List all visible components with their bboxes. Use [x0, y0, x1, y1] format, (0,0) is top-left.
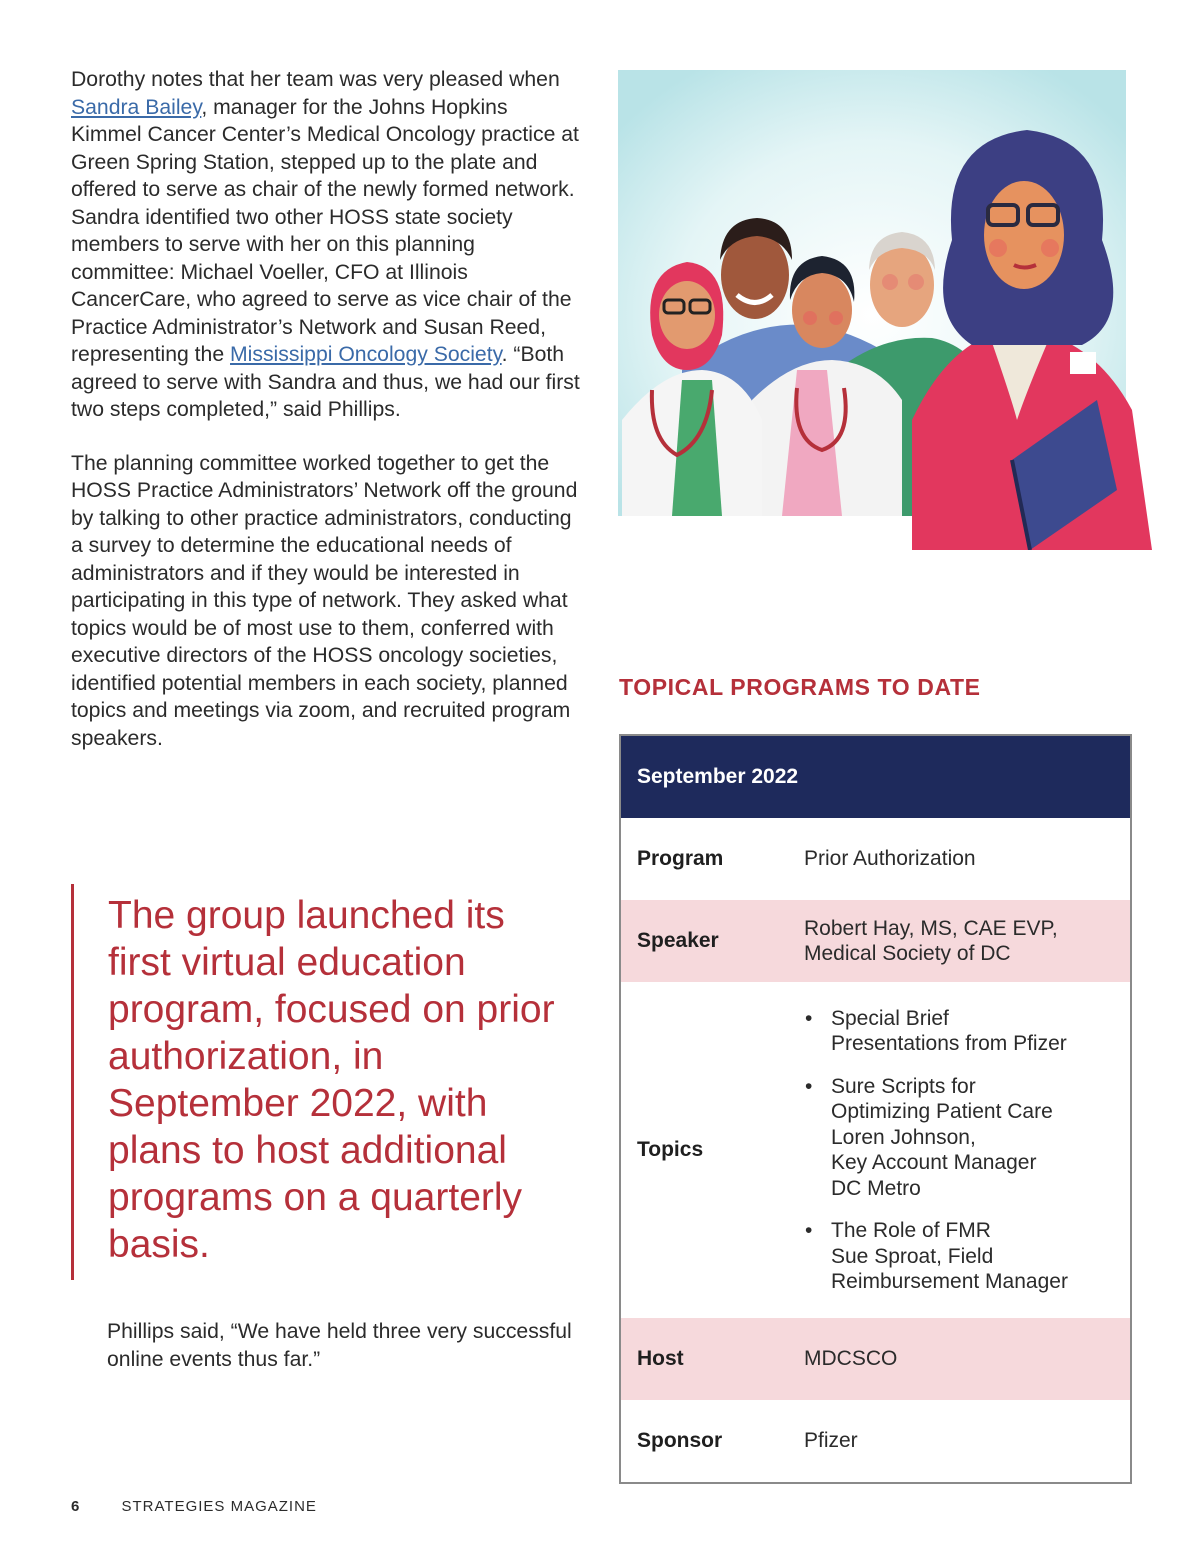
paragraph-text: , manager for the Johns Hopkins Kimmel Cancer Center’s Medical Oncology practice at Green Spring Station, stepped up to the plate and offered to serve as chair of the newly formed network. Sandra identified two other HOSS state society members to serve with her on this planning committee: Michael Voeller, CFO at Illinois CancerCare, who agreed to serve as vice chair of the Practice Administrator’s Network and Susan Reed, representing the	[71, 95, 579, 366]
page-footer	[71, 1498, 317, 1515]
row-label: Speaker	[637, 929, 719, 952]
pull-quote-text: The group launched its first virtual education program, focused on prior authorization, in September 2022, with plans to host additional programs on a quarterly basis.	[108, 894, 555, 1266]
row-label: Host	[637, 1347, 684, 1370]
table-row-sponsor	[621, 1400, 1130, 1482]
topics-list	[804, 1006, 1120, 1295]
row-value: MDCSCO	[804, 1347, 898, 1371]
row-value: Prior Authorization	[804, 847, 976, 871]
article-paragraph-1	[71, 66, 583, 424]
paragraph-text: Dorothy notes that her team was very pleased when	[71, 68, 560, 91]
row-label: Sponsor	[637, 1429, 723, 1452]
list-item: • Sure Scripts for Optimizing Patient Care Loren Johnson, Key Account Manager DC Metro	[804, 1074, 1120, 1202]
healthcare-team-illustration	[612, 70, 1152, 550]
list-item: • Special Brief Presentations from Pfizer	[804, 1006, 1120, 1057]
list-item: • The Role of FMR Sue Sproat, Field Reimbursement Manager	[804, 1218, 1120, 1295]
table-row-program	[621, 818, 1130, 900]
row-value: Robert Hay, MS, CAE EVP, Medical Society of DC	[804, 916, 1058, 965]
paragraph-text: . “Both agreed to serve with Sandra and thus, we had our first two steps completed,” said Phillips.	[71, 343, 580, 421]
pull-quote	[71, 884, 571, 1280]
page-number: 6	[71, 1498, 81, 1515]
row-label: Topics	[637, 1138, 704, 1161]
publication-name: STRATEGIES MAGAZINE	[121, 1498, 317, 1515]
row-value	[804, 1006, 1130, 1295]
table-row-topics	[621, 982, 1130, 1318]
table-row-speaker	[621, 900, 1130, 982]
row-label: Program	[637, 847, 724, 870]
row-value: Pfizer	[804, 1429, 858, 1453]
mississippi-oncology-society-link[interactable]: Mississippi Oncology Society	[230, 343, 502, 366]
programs-table	[619, 734, 1132, 1484]
article-paragraph-2: The planning committee worked together to get the HOSS Practice Administrators’ Network off the ground by talking to other practice administrators, conducting a survey to determine the educational needs of administrators and if they would be interested in participating in this type of network. They asked what topics would be of most use to them, conferred with executive directors of the HOSS oncology societies, identified potential members in each society, planned topics and meetings via zoom, and recruited program speakers.	[71, 451, 578, 750]
section-title: TOPICAL PROGRAMS TO DATE	[619, 674, 981, 700]
table-header: September 2022	[621, 736, 1130, 818]
table-row-host	[621, 1318, 1130, 1400]
article-body	[71, 66, 583, 778]
closing-paragraph: Phillips said, “We have held three very successful online events thus far.”	[107, 1320, 572, 1371]
sandra-bailey-link[interactable]: Sandra Bailey	[71, 95, 202, 119]
